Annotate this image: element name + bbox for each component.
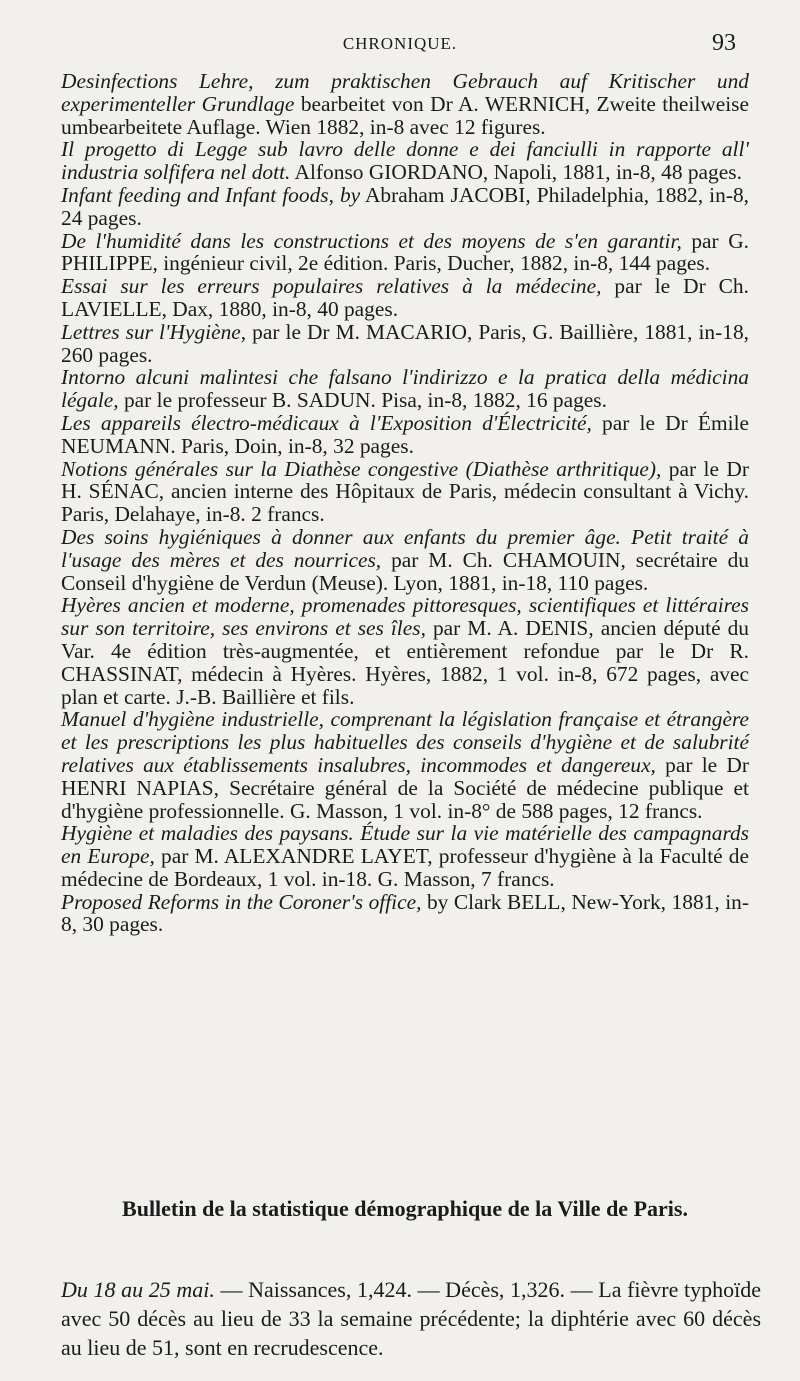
bibliography-list [61, 70, 749, 936]
entry-details: par le Dr Émile NEUMANN. Paris, Doin, in-8, 32 pages. [61, 410, 750, 458]
entry-details: par le Dr HENRI NAPIAS, Secrétaire général de la Société de médecine publique et d'hygiène professionnelle. G. Masson, 1 vol. in-8° de 588 pages, 12 francs. [61, 752, 749, 823]
entry-title: Manuel d'hygiène industrielle, comprenant la législation française et étrangère et les prescriptions les plus habituelles des conseils d'hygiène et de salubrité relatives aux établissements insalubres, incommodes et dangereux, [61, 707, 749, 777]
entry-details: bearbeitet von Dr A. WERNICH, Zweite theilweise umbearbeitete Auflage. Wien 1882, in-8 avec 12 figures. [61, 91, 750, 139]
entry-details: par le Dr H. SÉNAC, ancien interne des Hôpitaux de Paris, médecin consultant à Vichy. Paris, Delahaye, in-8. 2 francs. [61, 456, 749, 527]
bulletin-date: Du 18 au 25 mai. [61, 1277, 215, 1302]
bibliography-entry [61, 458, 749, 526]
entry-title: Intorno alcuni malintesi che falsano l'indirizzo e la pratica della médicina légale, [61, 365, 749, 413]
bibliography-entry [61, 138, 749, 184]
bulletin-text: — Naissances, 1,424. — Décès, 1,326. — La fièvre typhoïde avec 50 décès au lieu de 33 la semaine précédente; la diphtérie avec 60 décès au lieu de 51, sont en recrudescence. [61, 1277, 761, 1360]
entry-details: Abraham JACOBI, Philadelphia, 1882, in-8, 24 pages. [61, 182, 749, 230]
entry-details: par le Dr M. MACARIO, Paris, G. Baillière, 1881, in-18, 260 pages. [61, 319, 749, 367]
entry-title: De l'humidité dans les constructions et des moyens de s'en garantir, [61, 228, 682, 253]
page-header [0, 30, 800, 64]
bibliography-entry [61, 366, 749, 412]
entry-title: Desinfections Lehre, zum praktischen Gebrauch auf Kritischer und experimenteller Grundlage [61, 69, 749, 116]
entry-details: Alfonso GIORDANO, Napoli, 1881, in-8, 48 pages. [290, 160, 742, 185]
bibliography-entry [61, 70, 749, 138]
entry-title: Hygiène et maladies des paysans. Étude sur la vie matérielle des campagnards en Europe, [61, 821, 749, 869]
entry-details: par G. PHILIPPE, ingénieur civil, 2e édition. Paris, Ducher, 1882, in-8, 144 pages. [61, 228, 749, 276]
entry-title: Lettres sur l'Hygiène, [61, 319, 247, 344]
page-number: 93 [712, 30, 736, 56]
bibliography-entry [61, 526, 749, 594]
bibliography-entry [61, 184, 749, 230]
entry-title: Il progetto di Legge sub lavro delle donne e dei fanciulli in rapporte all' industria solfifera nel dott. [61, 137, 749, 185]
bibliography-entry [61, 321, 749, 367]
entry-details: par le Dr Ch. LAVIELLE, Dax, 1880, in-8, 40 pages. [61, 274, 749, 321]
bibliography-entry [61, 230, 749, 276]
entry-details: par le professeur B. SADUN. Pisa, in-8, 1882, 16 pages. [118, 388, 607, 413]
entry-details: par M. ALEXANDRE LAYET, professeur d'hygiène à la Faculté de médecine de Bordeaux, 1 vol. in-18. G. Masson, 7 francs. [61, 844, 749, 891]
entry-details: par M. Ch. CHAMOUIN, secrétaire du Conseil d'hygiène de Verdun (Meuse). Lyon, 1881, in-18, 110 pages. [61, 547, 749, 595]
bibliography-entry [61, 412, 749, 458]
bulletin-paragraph [61, 1275, 761, 1362]
section-heading: Bulletin de la statistique démographique de la Ville de Paris. [122, 1196, 688, 1221]
entry-title: Les appareils électro-médicaux à l'Exposition d'Électricité, [61, 410, 592, 435]
bibliography-entry [61, 594, 749, 708]
entry-title: Des soins hygiéniques à donner aux enfants du premier âge. Petit traité à l'usage des mères et des nourrices, [61, 524, 749, 572]
bibliography-entry [61, 708, 749, 822]
bibliography-entry [61, 891, 749, 937]
entry-title: Notions générales sur la Diathèse congestive (Diathèse arthritique), [61, 456, 662, 481]
entry-details: par M. A. DENIS, ancien député du Var. 4e édition très-augmentée, et entièrement refondue par le Dr R. CHASSINAT, médecin à Hyères. Hyères, 1882, 1 vol. in-8, 672 pages, avec plan et carte. J.-B. Baillière et fils. [61, 616, 750, 709]
running-title: CHRONIQUE. [342, 34, 458, 53]
bibliography-entry [61, 822, 749, 890]
entry-title: Proposed Reforms in the Coroner's office, [61, 889, 422, 914]
entry-title: Infant feeding and Infant foods, by [61, 182, 361, 207]
entry-title: Essai sur les erreurs populaires relatives à la médecine, [61, 274, 602, 299]
entry-title: Hyères ancien et moderne, promenades pittoresques, scientifiques et littéraires sur son territoire, ses environs et ses îles, [61, 593, 749, 641]
bibliography-entry [61, 275, 749, 321]
entry-details: by Clark BELL, New-York, 1881, in-8, 30 pages. [61, 889, 749, 937]
